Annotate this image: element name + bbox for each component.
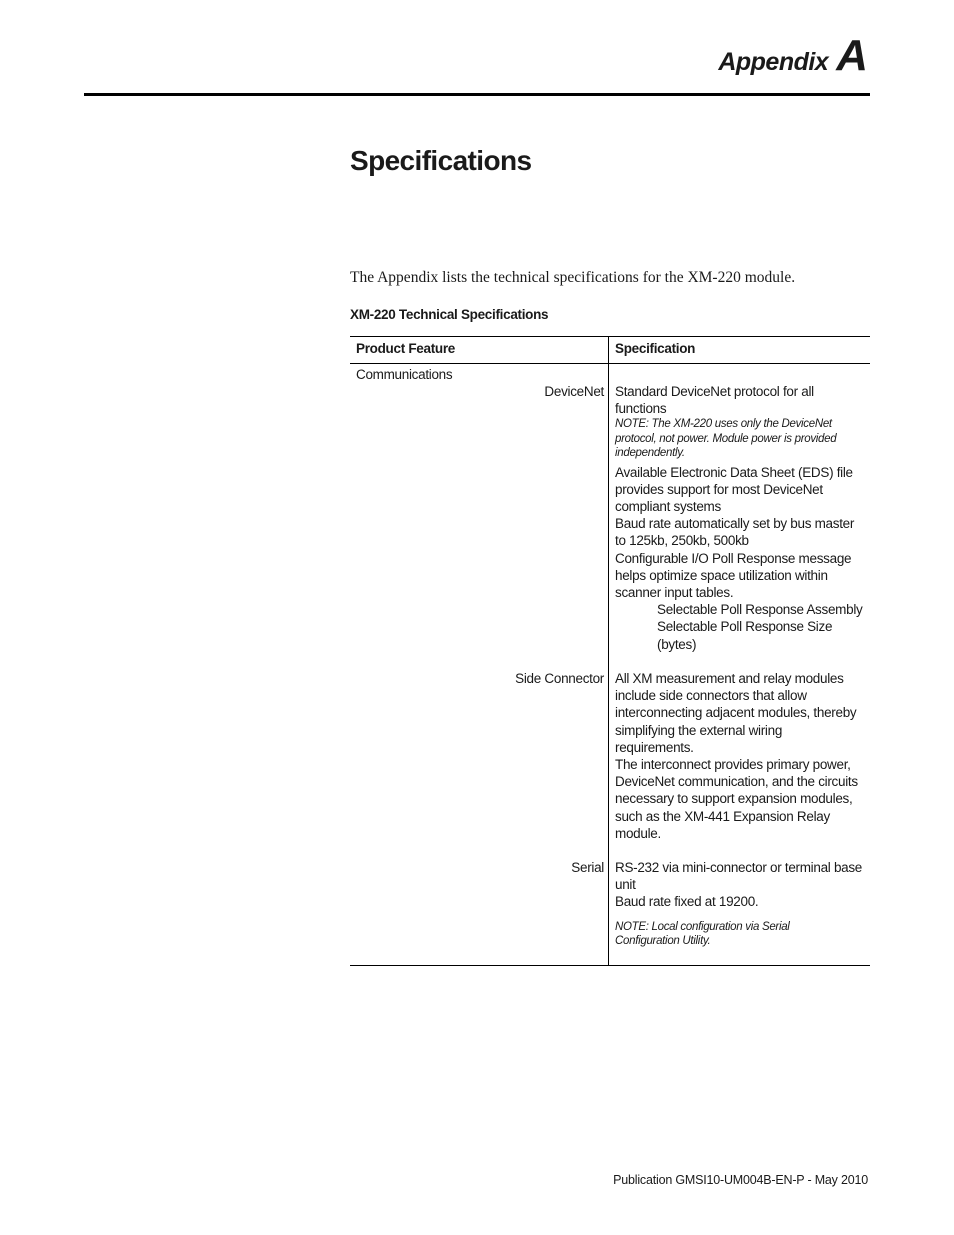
spec-note: Configuration Utility. (615, 935, 711, 948)
header-row-rule (350, 363, 870, 364)
spec-line: simplifying the external wiring (615, 722, 783, 738)
spec-note: independently. (615, 447, 685, 460)
feature-side-connector: Side Connector (515, 671, 604, 686)
spec-line: Baud rate automatically set by bus master (615, 516, 855, 532)
page-title: Specifications (350, 145, 532, 176)
publication-footer: Publication GMSI10-UM004B-EN-P - May 2010 (613, 1173, 868, 1187)
spec-line: scanner input tables. (615, 585, 734, 601)
spec-line: compliant systems (615, 499, 721, 515)
spec-line: Available Electronic Data Sheet (EDS) file (615, 464, 853, 480)
spec-line-indented: (bytes) (657, 636, 697, 652)
appendix-letter: A (836, 31, 868, 80)
spec-line: requirements. (615, 739, 694, 755)
spec-note: NOTE: The XM-220 uses only the DeviceNet (615, 418, 832, 431)
spec-line: RS-232 via mini-connector or terminal base (615, 860, 863, 875)
spec-line: unit (615, 877, 636, 893)
spec-line-indented: Selectable Poll Response Size (657, 619, 833, 635)
spec-line: Baud rate fixed at 19200. (615, 894, 759, 910)
spec-line: functions (615, 401, 667, 417)
specifications-table (350, 336, 870, 966)
spec-line: Standard DeviceNet protocol for all (615, 384, 814, 399)
spec-note: NOTE: Local configuration via Serial (615, 920, 790, 933)
spec-line: Configurable I/O Poll Response message (615, 550, 852, 566)
spec-line: The interconnect provides primary power, (615, 757, 851, 773)
spec-line: necessary to support expansion modules, (615, 791, 853, 807)
column-header-product-feature: Product Feature (356, 341, 456, 356)
spec-line: provides support for most DeviceNet (615, 481, 823, 497)
spec-side-connector (615, 670, 865, 842)
spec-line: such as the XM-441 Expansion Relay (615, 808, 830, 824)
spec-line: include side connectors that allow (615, 688, 807, 704)
spec-line: DeviceNet communication, and the circuits (615, 774, 858, 790)
column-divider (608, 337, 609, 965)
spec-line: to 125kb, 250kb, 500kb (615, 533, 749, 549)
spec-devicenet (615, 383, 865, 653)
spec-line: helps optimize space utilization within (615, 567, 828, 583)
appendix-label: Appendix (718, 48, 829, 76)
spec-line: All XM measurement and relay modules (615, 671, 844, 686)
spec-serial (615, 859, 865, 948)
feature-devicenet: DeviceNet (544, 384, 604, 399)
column-header-specification: Specification (615, 341, 696, 356)
intro-paragraph: The Appendix lists the technical specifications for the XM-220 module. (350, 269, 796, 286)
table-caption: XM-220 Technical Specifications (350, 307, 549, 322)
header-rule (84, 93, 870, 96)
feature-group-communications: Communications (356, 367, 453, 382)
feature-serial: Serial (571, 860, 604, 875)
spec-note: protocol, not power. Module power is provided (615, 432, 837, 445)
spec-line: module. (615, 825, 661, 841)
spec-line: interconnecting adjacent modules, thereby (615, 705, 857, 721)
appendix-header (718, 31, 868, 80)
spec-line-indented: Selectable Poll Response Assembly (657, 602, 863, 618)
